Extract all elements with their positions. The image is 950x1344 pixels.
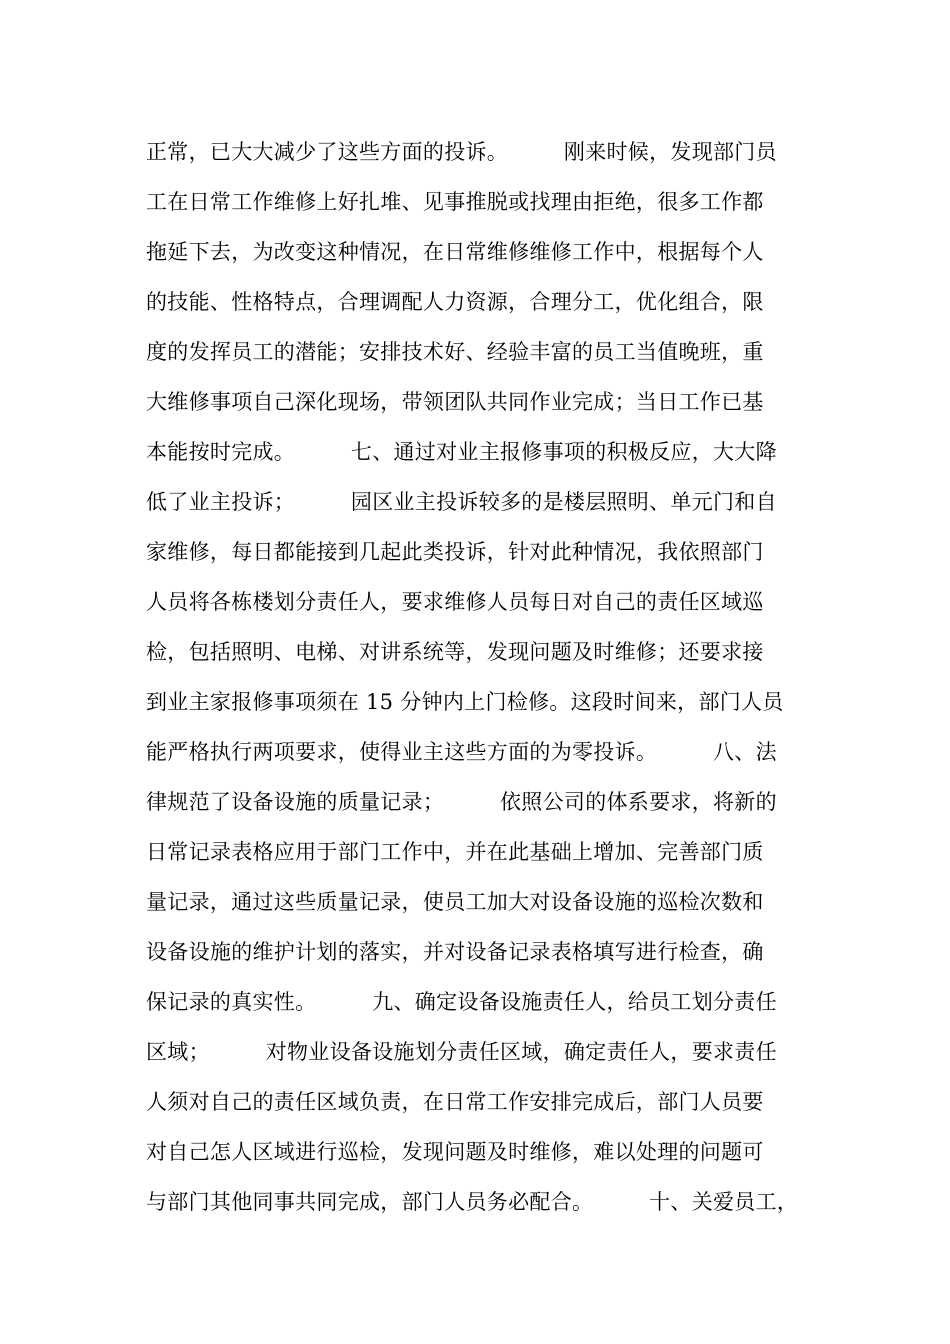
text-line: 到业主家报修事项须在 15 分钟内上门检修。这段时间来，部门人员 [146,690,784,714]
text-line: 与部门其他同事共同完成，部门人员务必配合。 十、关爱员工， [146,1190,799,1214]
text-line: 检，包括照明、电梯、对讲系统等，发现问题及时维修；还要求接 [146,640,764,664]
text-line: 保记录的真实性。 九、确定设备设施责任人，给员工划分责任 [146,990,777,1014]
text-line: 量记录，通过这些质量记录，使员工加大对设备设施的巡检次数和 [146,890,764,914]
text-line: 能严格执行两项要求，使得业主这些方面的为零投诉。 八、法 [146,740,777,764]
text-line: 人员将各栋楼划分责任人，要求维修人员每日对自己的责任区域巡 [146,590,764,614]
text-line: 设备设施的维护计划的落实，并对设备记录表格填写进行检查，确 [146,940,764,964]
text-line: 家维修，每日都能接到几起此类投诉，针对此种情况，我依照部门 [146,540,764,564]
text-line: 日常记录表格应用于部门工作中，并在此基础上增加、完善部门质 [146,840,764,864]
text-line: 律规范了设备设施的质量记录； 依照公司的体系要求，将新的 [146,790,777,814]
text-line: 正常，已大大减少了这些方面的投诉。 刚来时候，发现部门员 [146,140,777,164]
text-line: 大维修事项自己深化现场，带领团队共同作业完成；当日工作已基 [146,390,764,414]
text-line: 工在日常工作维修上好扎堆、见事推脱或找理由拒绝，很多工作都 [146,190,764,214]
text-line: 低了业主投诉； 园区业主投诉较多的是楼层照明、单元门和自 [146,490,777,514]
body-text [146,127,826,1227]
text-line: 的技能、性格特点，合理调配人力资源，合理分工，优化组合，限 [146,290,764,314]
text-line: 区域； 对物业设备设施划分责任区域，确定责任人，要求责任 [146,1040,777,1064]
text-line: 本能按时完成。 七、通过对业主报修事项的积极反应，大大降 [146,440,777,464]
text-line: 人须对自己的责任区域负责，在日常工作安排完成后，部门人员要 [146,1090,764,1114]
text-line: 度的发挥员工的潜能；安排技术好、经验丰富的员工当值晚班，重 [146,340,764,364]
text-line: 对自己怎人区域进行巡检，发现问题及时维修，难以处理的问题可 [146,1140,764,1164]
text-line: 拖延下去，为改变这种情况，在日常维修维修工作中，根据每个人 [146,240,764,264]
